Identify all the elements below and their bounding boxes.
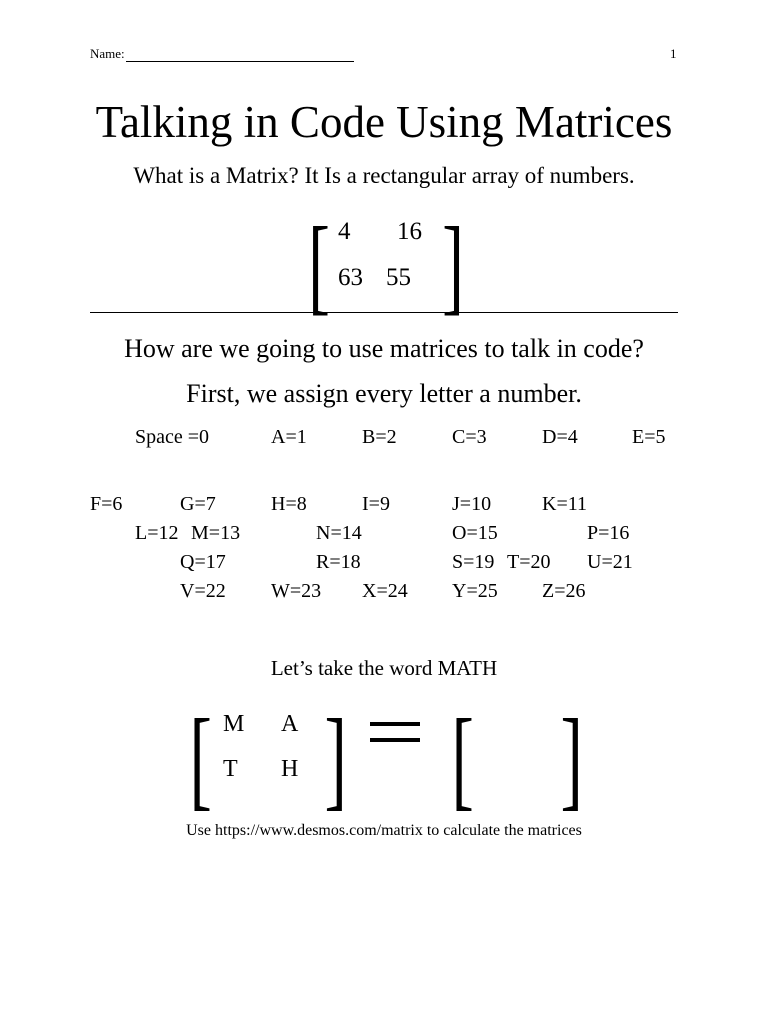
letter-key-item: S=19	[452, 551, 495, 573]
right-bracket: ]	[442, 206, 464, 325]
letter-key-item: A=1	[271, 426, 307, 448]
page-number: 1	[670, 46, 677, 61]
letter-key-item: N=14	[316, 522, 362, 544]
left-bracket: [	[189, 697, 212, 821]
matrix-cell: A	[281, 711, 299, 737]
letter-key-item: O=15	[452, 522, 498, 544]
left-bracket: [	[308, 206, 330, 325]
letter-key-item: H=8	[271, 493, 307, 515]
letter-key-item: F=6	[90, 493, 123, 515]
letter-key-item: K=11	[542, 493, 587, 515]
name-label: Name:	[90, 46, 125, 61]
letter-key-item: W=23	[271, 580, 322, 602]
matrix-cell: T	[223, 756, 238, 782]
letter-key-item: P=16	[587, 522, 630, 544]
right-bracket: ]	[324, 697, 347, 821]
subtitle: What is a Matrix? It Is a rectangular array of numbers.	[133, 163, 635, 188]
footer-note: Use https://www.desmos.com/matrix to calculate the matrices	[186, 822, 582, 839]
matrix-cell: 55	[386, 264, 411, 291]
instruction-text: First, we assign every letter a number.	[186, 379, 582, 408]
letter-key-item: I=9	[362, 493, 390, 515]
letter-key-item: L=12	[135, 522, 179, 544]
letter-key-item: C=3	[452, 426, 487, 448]
letter-key-item: Y=25	[452, 580, 498, 602]
right-bracket: ]	[560, 697, 583, 821]
letter-key-item: V=22	[180, 580, 226, 602]
letter-key-item: B=2	[362, 426, 397, 448]
name-field	[90, 46, 354, 62]
question-text: How are we going to use matrices to talk in code?	[124, 334, 644, 363]
matrix-cell: H	[281, 756, 299, 782]
letter-key-item: Q=17	[180, 551, 226, 573]
letter-key-item: U=21	[587, 551, 633, 573]
page-title: Talking in Code Using Matrices	[95, 97, 673, 147]
equals-sign	[370, 722, 420, 754]
name-blank-line	[126, 47, 354, 62]
letter-key-item: J=10	[452, 493, 492, 515]
math-label: Let’s take the word MATH	[270, 656, 498, 680]
letter-key-item: E=5	[632, 426, 666, 448]
divider	[90, 312, 678, 313]
letter-key-item: R=18	[316, 551, 361, 573]
letter-key-item: X=24	[362, 580, 408, 602]
matrix-cell: M	[223, 711, 245, 737]
matrix-cell: 16	[397, 218, 422, 245]
left-bracket: [	[451, 697, 474, 821]
matrix-cell: 63	[338, 264, 363, 291]
letter-key-item: M=13	[191, 522, 241, 544]
letter-key-item: G=7	[180, 493, 216, 515]
matrix-cell: 4	[338, 218, 351, 245]
letter-key-item: T=20	[507, 551, 551, 573]
letter-key-item: Z=26	[542, 580, 586, 602]
letter-key-item: Space =0	[135, 426, 210, 448]
letter-key-item: D=4	[542, 426, 578, 448]
